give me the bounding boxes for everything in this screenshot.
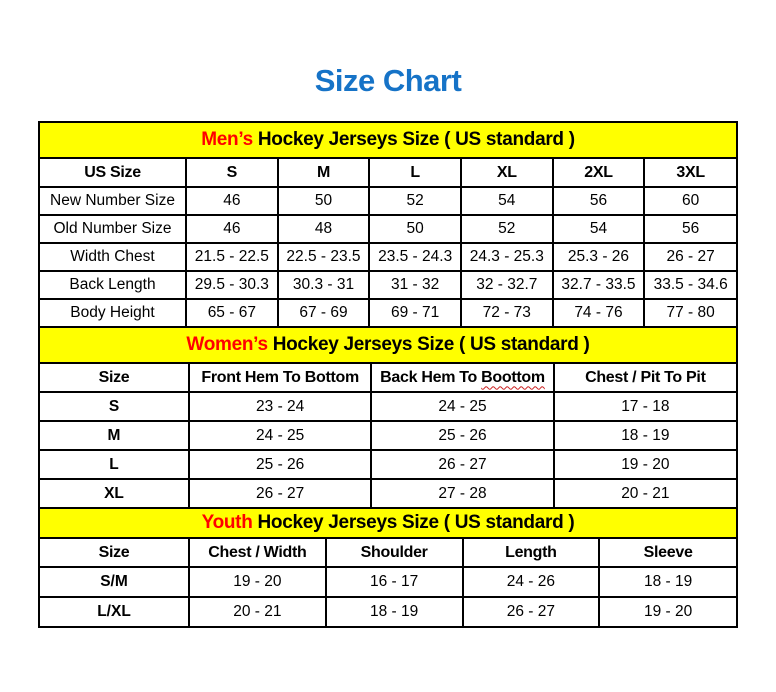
row-label: S/M — [40, 567, 189, 597]
table-row — [40, 479, 736, 507]
row-label: L — [40, 450, 189, 479]
table-row — [40, 567, 736, 597]
table-row — [40, 187, 736, 215]
row-label: Body Height — [40, 299, 186, 326]
size-cell: 50 — [278, 187, 370, 215]
col-header-text: Back Hem To — [380, 368, 482, 386]
youth-section-header — [40, 507, 736, 539]
size-cell: 25 - 26 — [189, 450, 371, 479]
table-row — [40, 299, 736, 326]
size-cell: 32 - 32.7 — [461, 271, 553, 299]
col-header: M — [278, 159, 370, 187]
size-cell: 27 - 28 — [371, 479, 553, 507]
youth-highlight-label: Youth — [201, 512, 253, 533]
size-cell: 23.5 - 24.3 — [369, 243, 461, 271]
col-header: XL — [461, 159, 553, 187]
size-cell: 30.3 - 31 — [278, 271, 370, 299]
size-cell: 23 - 24 — [189, 392, 371, 421]
size-cell: 18 - 19 — [554, 421, 736, 450]
table-row — [40, 243, 736, 271]
size-cell: 18 - 19 — [326, 597, 463, 626]
row-label: Back Length — [40, 271, 186, 299]
table-row — [40, 450, 736, 479]
size-cell: 65 - 67 — [186, 299, 278, 326]
col-header: US Size — [40, 159, 186, 187]
size-cell: 21.5 - 22.5 — [186, 243, 278, 271]
size-cell: 46 — [186, 215, 278, 243]
mens-size-table — [40, 159, 736, 326]
size-cell: 26 - 27 — [644, 243, 736, 271]
size-cell: 24.3 - 25.3 — [461, 243, 553, 271]
size-cell: 16 - 17 — [326, 567, 463, 597]
col-header: 3XL — [644, 159, 736, 187]
size-chart-tables — [38, 121, 738, 628]
size-cell: 22.5 - 23.5 — [278, 243, 370, 271]
table-row — [40, 271, 736, 299]
size-cell: 77 - 80 — [644, 299, 736, 326]
size-cell: 20 - 21 — [189, 597, 326, 626]
row-label: XL — [40, 479, 189, 507]
size-cell: 25 - 26 — [371, 421, 553, 450]
size-cell: 46 — [186, 187, 278, 215]
size-cell: 29.5 - 30.3 — [186, 271, 278, 299]
size-cell: 50 — [369, 215, 461, 243]
size-cell: 52 — [461, 215, 553, 243]
misspelled-word-squiggle: Boottom — [481, 368, 545, 386]
col-header: Chest / Width — [189, 539, 326, 567]
col-header: 2XL — [553, 159, 645, 187]
table-header-row — [40, 159, 736, 187]
col-header: Sleeve — [599, 539, 736, 567]
table-row — [40, 597, 736, 626]
size-cell: 54 — [461, 187, 553, 215]
size-cell: 26 - 27 — [463, 597, 600, 626]
table-header-row — [40, 364, 736, 392]
col-header: Length — [463, 539, 600, 567]
size-cell: 69 - 71 — [369, 299, 461, 326]
size-cell: 56 — [553, 187, 645, 215]
mens-header-rest: Hockey Jerseys Size ( US standard ) — [252, 129, 575, 150]
size-cell: 56 — [644, 215, 736, 243]
size-cell: 32.7 - 33.5 — [553, 271, 645, 299]
size-cell: 54 — [553, 215, 645, 243]
col-header: S — [186, 159, 278, 187]
col-header: Front Hem To Bottom — [189, 364, 371, 392]
mens-highlight-label: Men’s — [201, 129, 253, 150]
row-label: L/XL — [40, 597, 189, 626]
row-label: Old Number Size — [40, 215, 186, 243]
col-header: Size — [40, 539, 189, 567]
col-header — [371, 364, 553, 392]
row-label: S — [40, 392, 189, 421]
size-cell: 19 - 20 — [189, 567, 326, 597]
size-cell: 19 - 20 — [554, 450, 736, 479]
womens-header-rest: Hockey Jerseys Size ( US standard ) — [267, 334, 590, 355]
row-label: Width Chest — [40, 243, 186, 271]
size-cell: 52 — [369, 187, 461, 215]
size-cell: 17 - 18 — [554, 392, 736, 421]
size-cell: 24 - 25 — [189, 421, 371, 450]
size-cell: 26 - 27 — [371, 450, 553, 479]
col-header: Shoulder — [326, 539, 463, 567]
size-cell: 24 - 25 — [371, 392, 553, 421]
col-header: L — [369, 159, 461, 187]
mens-section-header — [40, 123, 736, 159]
size-cell: 48 — [278, 215, 370, 243]
col-header: Chest / Pit To Pit — [554, 364, 736, 392]
youth-header-rest: Hockey Jerseys Size ( US standard ) — [252, 512, 575, 533]
size-cell: 31 - 32 — [369, 271, 461, 299]
size-cell: 24 - 26 — [463, 567, 600, 597]
table-row — [40, 215, 736, 243]
size-cell: 74 - 76 — [553, 299, 645, 326]
size-cell: 67 - 69 — [278, 299, 370, 326]
size-cell: 60 — [644, 187, 736, 215]
table-row — [40, 421, 736, 450]
row-label: M — [40, 421, 189, 450]
page-title: Size Chart — [314, 63, 462, 98]
size-cell: 18 - 19 — [599, 567, 736, 597]
size-cell: 19 - 20 — [599, 597, 736, 626]
size-cell: 20 - 21 — [554, 479, 736, 507]
table-header-row — [40, 539, 736, 567]
size-cell: 72 - 73 — [461, 299, 553, 326]
table-row — [40, 392, 736, 421]
size-cell: 26 - 27 — [189, 479, 371, 507]
womens-size-table — [40, 364, 736, 507]
row-label: New Number Size — [40, 187, 186, 215]
col-header: Size — [40, 364, 189, 392]
womens-section-header — [40, 326, 736, 364]
womens-highlight-label: Women’s — [186, 334, 268, 355]
size-cell: 25.3 - 26 — [553, 243, 645, 271]
youth-size-table — [40, 539, 736, 626]
size-cell: 33.5 - 34.6 — [644, 271, 736, 299]
